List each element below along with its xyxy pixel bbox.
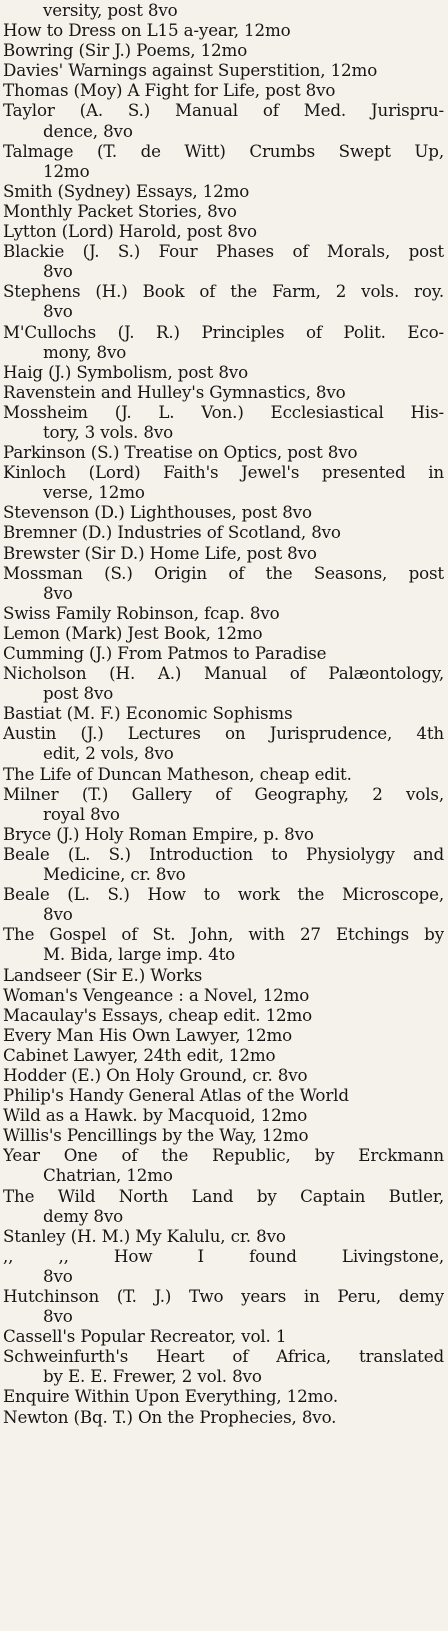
book-entry (3, 1226, 444, 1246)
entry-continuation-line: demy 8vo (43, 1205, 124, 1226)
entry-continuation-line: edit, 2 vols, 8vo (43, 743, 174, 764)
entry-line: Landseer (Sir E.) Works (3, 964, 203, 985)
book-entry (3, 1326, 444, 1346)
book-entry (3, 1145, 444, 1185)
entry-line: Kinloch (Lord) Faith's Jewel's presented in (3, 462, 444, 483)
book-entry (3, 985, 444, 1005)
book-entry (3, 522, 444, 542)
book-entry (3, 1246, 444, 1286)
book-entry (3, 1125, 444, 1145)
entry-continuation-line: dence, 8vo (43, 120, 133, 141)
entry-line: Schweinfurth's Heart of Africa, translated (3, 1346, 444, 1367)
entry-line: Woman's Vengeance : a Novel, 12mo (3, 984, 310, 1005)
book-entry (3, 623, 444, 643)
entry-line: Davies' Warnings against Superstition, 12mo (3, 60, 378, 81)
book-entry (3, 402, 444, 442)
book-entry (3, 563, 444, 603)
entry-line: Every Man His Own Lawyer, 12mo (3, 1024, 293, 1045)
book-entry (3, 784, 444, 824)
book-entry (3, 844, 444, 884)
book-entry (3, 40, 444, 60)
book-entry (3, 1025, 444, 1045)
entry-line: versity, post 8vo (43, 0, 178, 20)
entry-continuation-line: post 8vo (43, 683, 114, 704)
entry-line: Year One of the Republic, by Erckmann (3, 1145, 444, 1166)
book-entry (3, 20, 444, 40)
continued-entry-fragment (3, 0, 444, 20)
entry-line: Cassell's Popular Recreator, vol. 1 (3, 1326, 287, 1347)
book-entry (3, 663, 444, 703)
entry-line: Monthly Packet Stories, 8vo (3, 200, 237, 221)
book-entry (3, 382, 444, 402)
book-entry (3, 543, 444, 563)
entry-line: Cabinet Lawyer, 24th edit, 12mo (3, 1044, 276, 1065)
entry-line: Bowring (Sir J.) Poems, 12mo (3, 40, 248, 61)
book-entry (3, 603, 444, 623)
entry-continuation-line: 8vo (43, 904, 73, 925)
entry-line: Ravenstein and Hulley's Gymnastics, 8vo (3, 381, 346, 402)
book-entry (3, 201, 444, 221)
book-entry (3, 362, 444, 382)
entry-line: Swiss Family Robinson, fcap. 8vo (3, 602, 280, 623)
entry-line: Blackie (J. S.) Four Phases of Morals, post (3, 241, 444, 262)
entry-line: The Wild North Land by Captain Butler, (3, 1185, 444, 1206)
entry-line: Haig (J.) Symbolism, post 8vo (3, 361, 248, 382)
entry-continuation-line: tory, 3 vols. 8vo (43, 421, 173, 442)
entry-line: Willis's Pencillings by the Way, 12mo (3, 1125, 309, 1146)
entry-line: Bremner (D.) Industries of Scotland, 8vo (3, 522, 341, 543)
entry-line: Macaulay's Essays, cheap edit. 12mo (3, 1004, 313, 1025)
entry-line: Stephens (H.) Book of the Farm, 2 vols. roy. (3, 281, 444, 302)
entry-line: Beale (L. S.) How to work the Microscope, (3, 884, 444, 905)
entry-line: Enquire Within Upon Everything, 12mo. (3, 1386, 339, 1407)
book-entry (3, 322, 444, 362)
book-entry (3, 221, 444, 241)
book-entry (3, 60, 444, 80)
entry-line: Talmage (T. de Witt) Crumbs Swept Up, (3, 140, 444, 161)
book-entry (3, 1386, 444, 1406)
book-entry (3, 1346, 444, 1386)
entry-line: The Life of Duncan Matheson, cheap edit. (3, 763, 352, 784)
entry-continuation-line: M. Bida, large imp. 4to (43, 944, 236, 965)
book-entry (3, 241, 444, 281)
entry-line: Hutchinson (T. J.) Two years in Peru, demy (3, 1286, 444, 1306)
book-entry (3, 502, 444, 522)
book-entry (3, 1407, 444, 1427)
entry-continuation-line: 12mo (43, 160, 90, 181)
entry-line: Nicholson (H. A.) Manual of Palæontology, (3, 663, 444, 684)
entry-continuation-line: 8vo (43, 261, 73, 282)
entry-continuation-line: 8vo (43, 1306, 73, 1327)
entry-continuation-line: 8vo (43, 1265, 73, 1286)
book-entry (3, 1065, 444, 1085)
book-entry (3, 1286, 444, 1326)
entry-line: The Gospel of St. John, with 27 Etchings by (3, 924, 444, 945)
book-entry (3, 100, 444, 140)
entry-line: Lemon (Mark) Jest Book, 12mo (3, 622, 263, 643)
entry-line: M'Cullochs (J. R.) Principles of Polit. Eco- (3, 321, 444, 342)
entry-line: Philip's Handy General Atlas of the World (3, 1085, 349, 1106)
entry-continuation-line: 8vo (43, 301, 73, 322)
entry-line: Thomas (Moy) A Fight for Life, post 8vo (3, 80, 336, 101)
entry-line: Hodder (E.) On Holy Ground, cr. 8vo (3, 1064, 308, 1085)
entry-line: ,, ,, How I found Livingstone, (3, 1245, 444, 1266)
entry-line: Stevenson (D.) Lighthouses, post 8vo (3, 502, 312, 523)
book-entry (3, 643, 444, 663)
entry-line: Mossheim (J. L. Von.) Ecclesiastical His- (3, 401, 444, 422)
book-entry (3, 181, 444, 201)
entry-line: Bastiat (M. F.) Economic Sophisms (3, 703, 293, 724)
entry-line: Newton (Bq. T.) On the Prophecies, 8vo. (3, 1406, 337, 1427)
book-entry (3, 462, 444, 502)
book-entry (3, 824, 444, 844)
entry-line: Taylor (A. S.) Manual of Med. Jurispru- (3, 100, 444, 121)
entry-line: Parkinson (S.) Treatise on Optics, post 8vo (3, 442, 358, 463)
entry-line: Austin (J.) Lectures on Jurisprudence, 4th (3, 723, 444, 744)
entry-continuation-line: Chatrian, 12mo (43, 1165, 173, 1186)
entry-line: How to Dress on L15 a-year, 12mo (3, 20, 291, 41)
entry-continuation-line: mony, 8vo (43, 341, 127, 362)
book-entry (3, 1005, 444, 1025)
book-entry (3, 80, 444, 100)
entry-continuation-line: royal 8vo (43, 803, 120, 824)
book-entry (3, 924, 444, 964)
entry-continuation-line: Medicine, cr. 8vo (43, 864, 186, 885)
book-entry (3, 141, 444, 181)
entry-continuation-line: by E. E. Frewer, 2 vol. 8vo (43, 1366, 262, 1387)
book-entry (3, 1186, 444, 1226)
entry-line: Beale (L. S.) Introduction to Physiolygy and (3, 843, 444, 864)
entry-line: Lytton (Lord) Harold, post 8vo (3, 221, 257, 242)
entry-line: Smith (Sydney) Essays, 12mo (3, 180, 250, 201)
book-entry (3, 764, 444, 784)
book-entry (3, 703, 444, 723)
book-entry (3, 965, 444, 985)
book-entry (3, 723, 444, 763)
entry-continuation-line: verse, 12mo (43, 482, 145, 503)
entry-line: Wild as a Hawk. by Macquoid, 12mo (3, 1105, 308, 1126)
entry-line: Brewster (Sir D.) Home Life, post 8vo (3, 542, 317, 563)
book-entry (3, 1105, 444, 1125)
book-entry (3, 281, 444, 321)
entry-line: Bryce (J.) Holy Roman Empire, p. 8vo (3, 823, 314, 844)
entry-line: Stanley (H. M.) My Kalulu, cr. 8vo (3, 1225, 286, 1246)
book-entry (3, 1045, 444, 1065)
entry-line: Milner (T.) Gallery of Geography, 2 vols, (3, 783, 444, 804)
book-entry (3, 884, 444, 924)
entry-continuation-line: 8vo (43, 582, 73, 603)
book-entry (3, 442, 444, 462)
entry-line: Mossman (S.) Origin of the Seasons, post (3, 562, 444, 583)
book-entry (3, 1085, 444, 1105)
entry-line: Cumming (J.) From Patmos to Paradise (3, 643, 327, 663)
